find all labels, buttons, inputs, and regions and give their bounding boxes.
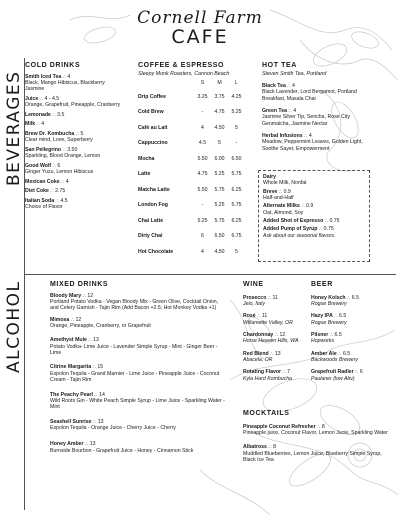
menu-item: Prosecco ∴ 11 Jeio, Italy — [243, 295, 305, 308]
menu-item: Citrine Margarita ∴ 15 Espolon Tequila - Grand Marnier - Lime Juice - Pineapple Juice - Coconut Cream - Tajin Rim — [50, 364, 226, 383]
menu-item: Albatross ∴ 8 Muddled Blueberries, Lemon Juice, Blueberry Simple Syrup, Black Ice Tea — [243, 444, 391, 463]
menu-item-description: Jasmine Silver Tip, Sencha, Rose City Genmaicha, Jasmine Nectar — [262, 114, 350, 127]
menu-item: Brew Dr. Kombucha ∴ 5 Clear mind, Love, Superberry — [25, 131, 125, 144]
menu-item: Pilsner ∴ 6.5 Hopworks — [311, 332, 391, 345]
addons-box — [258, 170, 370, 262]
coffee-row — [138, 104, 248, 120]
menu-item-price: 12 — [87, 292, 94, 299]
menu-item-name: Drip Coffee — [138, 93, 166, 100]
menu-item-price: 0.75 — [329, 218, 340, 225]
menu-item: Rosé ∴ 11 Willamette Valley, OR — [243, 313, 305, 326]
menu-value: 6.25 — [231, 186, 242, 193]
mixed-drinks-title: MIXED DRINKS — [50, 281, 109, 288]
menu-value: 5 — [235, 124, 238, 131]
menu-item-description: Jeio, Italy — [243, 300, 265, 307]
menu-item-description: Meadow, Peppermint Leaves, Golden Light, Soothe Sayer, Empowerment — [262, 139, 363, 152]
menu-item-description: Pineapple juice, Coconut Flavor, Lemon Jucie, Sparkling Water — [243, 429, 388, 436]
hot-tea-column — [262, 62, 374, 152]
section-label-beverages: BEVERAGES — [4, 70, 24, 186]
menu-item-name: Green Tea — [262, 108, 287, 115]
menu-item-name: Red Blend — [243, 350, 269, 357]
menu-item-name: San Pellegrino — [25, 146, 62, 153]
menu-value: 5.25 — [214, 202, 225, 209]
menu-item-price: 4 — [308, 133, 312, 140]
menu-value: 5.75 — [214, 217, 225, 224]
menu-item: Black Tea ∴ 4 Black Lavender, Lord Bergamot, Portland Breakfast, Masala Chai — [262, 83, 374, 102]
menu-value: 4.75 — [214, 109, 225, 116]
hot-tea-subtitle: Steven Smith Tea, Portland — [262, 70, 327, 77]
menu-item: Italian Soda ∴ 4.5 Choice of Flavor — [25, 198, 125, 211]
menu-item-name: Italian Soda — [25, 197, 55, 204]
menu-item: Amethyst Mule ∴ 13 Potato Vodka- Lime Juice - Lavender Simple Syrup - Mint - Ginger Beer - Lime — [50, 337, 226, 356]
menu-item-description: Muddled Blueberries, Lemon Juice, Blueberry Simple Syrup, Black Ice Tea — [243, 450, 382, 463]
mocktails-title: MOCKTAILS — [243, 410, 290, 417]
menu-item-price: 4 — [65, 178, 69, 185]
menu-item-price: 13 — [97, 418, 104, 425]
menu-item-price: 4 — [292, 82, 295, 89]
menu-item-name: Pineapple Coconut Refresher — [243, 423, 316, 430]
menu-item-description: Portland Potato Vodka - Vegan Bloody Mix - Green Olive, Cocktail Onion, and Celery Garnish - Tajin Rim (Add Bacon +2.5; Hot Monkey Vodka +1) — [50, 299, 219, 312]
menu-item-name: Rotating Flavor — [243, 369, 282, 376]
menu-value: - — [201, 202, 204, 209]
menu-item-price: 4 — [67, 73, 71, 80]
menu-item-description: Backwoods Brewery — [311, 356, 358, 363]
menu-item-name: Diet Coke — [25, 188, 49, 195]
menu-item-name: Added Shot of Espresso — [263, 218, 324, 225]
menu-item-price: 12 — [279, 331, 286, 338]
brand-script: Cornell Farm — [137, 8, 263, 28]
coffee-subtitle: Sleepy Monk Roasters, Cannon Beach — [138, 70, 230, 77]
menu-item-name: Honey Amber — [50, 441, 84, 448]
menu-item-description: Choice of Flavor — [25, 203, 63, 210]
menu-item-description: Kyla Hard Kombucha — [243, 375, 293, 382]
menu-item-price: 7 — [287, 369, 291, 376]
menu-item-price: 4 - 4.5 — [44, 95, 60, 102]
menu-item-name: Café au Lait — [138, 124, 168, 131]
menu-item-name: Seashell Sunrise — [50, 418, 92, 425]
menu-value: 3.25 — [197, 93, 208, 100]
menu-item-name: Hot Chocolate — [138, 248, 174, 255]
menu-item-price: 0.9 — [306, 203, 314, 210]
menu-item-price: 2.75 — [55, 188, 66, 195]
menu-item-price: 15 — [97, 364, 104, 371]
menu-item-price: 6 — [57, 162, 61, 169]
size-header-row — [138, 77, 248, 89]
coffee-row — [138, 135, 248, 151]
menu-item: Good Wolf ∴ 6 Ginger Yuzu, Lemon Hibiscus — [25, 163, 125, 176]
menu-item-name: Herbal Infusions — [262, 133, 303, 140]
menu-item-name: Grapefruit Radler — [311, 369, 354, 376]
coffee-row — [138, 197, 248, 213]
menu-item-price: 6 — [359, 369, 363, 376]
menu-item — [263, 174, 365, 187]
menu-item: Honey Kolsch ∴ 6.5 Rogue Brewery — [311, 295, 391, 308]
menu-item-price: 8 — [321, 423, 325, 430]
menu-item-name: Dirty Chai — [138, 233, 163, 240]
menu-item: Seashell Sunrise ∴ 13 Espolon Tequila - Orange Juice - Cherry Juice - Cherry — [50, 419, 226, 432]
menu-item: Lemonade ∴ 3.5 — [25, 111, 65, 118]
menu-item-price: 14 — [99, 391, 105, 398]
menu-item-price: 6.5 — [339, 313, 347, 320]
menu-item: Added Shot of Espresso ∴ 0.75 — [263, 218, 340, 225]
menu-item-price: 8 — [273, 444, 277, 451]
cold-drinks-column — [25, 62, 125, 210]
menu-item-description: Abacela, OR — [243, 356, 273, 363]
menu-item-name: The Peachy Pearl — [50, 391, 93, 398]
menu-value: 5.25 — [214, 171, 225, 178]
menu-item: Chardonnay ∴ 12 Horse Heaven Hills, WA — [243, 332, 305, 345]
menu-value: L — [235, 79, 238, 86]
menu-value: 4.5 — [198, 140, 207, 147]
menu-value: 5.25 — [231, 109, 242, 116]
menu-item-description: Whole Milk, Nonfat — [263, 180, 307, 187]
menu-item-name: Dairy — [263, 174, 276, 180]
section-divider — [24, 274, 396, 275]
menu-item: Breve ∴ 0.9 Half-and-Half — [263, 189, 365, 202]
menu-item: Mimosa ∴ 12 Orange, Pineapple, Cranberry, or Grapefruit — [50, 317, 226, 330]
menu-item: Diet Coke ∴ 2.75 — [25, 188, 66, 195]
menu-item: Added Pump of Syrup ∴ 0.75 Ask about our seasonal flavors. — [263, 226, 365, 239]
menu-item: Hazy IPA ∴ 6.5 Rogue Brewery — [311, 313, 391, 326]
menu-item-price: 0.9 — [283, 188, 291, 195]
menu-item-name: Added Pump of Syrup — [263, 226, 318, 233]
menu-item: San Pellegrino ∴ 3.50 Sparkling, Blood Orange, Lemon — [25, 147, 125, 160]
menu-item-description: Espolon Tequila - Grand Marnier - Lime Juice - Pineapple Juice - Coconut Cream - Tajin Rim — [50, 370, 220, 384]
menu-item-name: Citrine Margarita — [50, 364, 92, 371]
menu-item: Herbal Infusions ∴ 4 Meadow, Peppermint Leaves, Golden Light, Soothe Sayer, Empowerment — [262, 133, 374, 152]
menu-item-name: Breve — [263, 188, 278, 195]
menu-item-name: Brew Dr. Kombucha — [25, 130, 75, 137]
menu-item: Red Blend ∴ 13 Abacela, OR — [243, 351, 305, 364]
menu-item-name: Cappuccino — [138, 140, 168, 147]
menu-item-name: Mimosa — [50, 316, 70, 323]
menu-item-price: 13 — [93, 337, 99, 344]
menu-item-name: Prosecco — [243, 294, 267, 301]
coffee-title: COFFEE & ESPRESSO — [138, 62, 225, 69]
menu-item: Grapefruit Radler ∴ 6 Paulaner (low Abv) — [311, 369, 391, 382]
coffee-row — [138, 166, 248, 182]
menu-item: Juice ∴ 4 - 4.5 Orange, Grapefruit, Pineapple, Cranberry — [25, 96, 125, 109]
menu-item-description: Half-and-Half — [263, 195, 294, 202]
menu-item-name: Lemonade — [25, 111, 51, 118]
menu-item-description: Black Lavender, Lord Bergamot, Portland Breakfast, Masala Chai — [262, 89, 357, 102]
menu-item: The Peachy Pearl ∴ 14 Wild Roots Gin - White Peach Simple Syrup - Lime Juice - Sparkling Water - Mint — [50, 391, 225, 411]
menu-item: Amber Ale ∴ 6.5 Backwoods Brewery — [311, 351, 391, 364]
menu-item-price: 6.5 — [334, 331, 342, 338]
menu-item-description: Orange, Grapefruit, Pineapple, Cranberry — [25, 102, 121, 109]
menu-value: 5.25 — [197, 217, 208, 224]
menu-value: 4.25 — [231, 93, 242, 100]
menu-item-name: Matcha Latte — [138, 186, 170, 193]
wine-title: WINE — [243, 281, 264, 288]
menu-value: - — [201, 109, 204, 116]
menu-item-name: Mexican Coke — [25, 178, 60, 185]
menu-value: M — [217, 79, 222, 86]
menu-value: 4.75 — [197, 171, 208, 178]
beer-column — [311, 281, 391, 382]
menu-item-name: Chardonnay — [243, 331, 274, 338]
menu-value: 6.00 — [214, 155, 225, 162]
menu-item: Rotating Flavor ∴ 7 Kyla Hard Kombucha — [243, 369, 305, 382]
menu-value: 5.75 — [214, 186, 225, 193]
menu-item-name: Mocha — [138, 155, 155, 162]
menu-item-description: Potato Vodka- Lime Juice - Lavender Simple Syrup - Mint - Ginger Beer - Lime — [50, 343, 218, 357]
menu-item-description: Hopworks — [311, 338, 335, 345]
menu-value: 3.75 — [214, 93, 225, 100]
coffee-column — [138, 62, 248, 259]
menu-item-price: 11 — [261, 313, 268, 320]
menu-item-name: Juice — [25, 95, 39, 102]
menu-item-price: 4 — [41, 121, 45, 128]
menu-value: 5.50 — [197, 186, 208, 193]
beer-title: BEER — [311, 281, 333, 288]
brand-name: CAFE — [171, 26, 229, 48]
menu-value: 4 — [201, 248, 204, 255]
hot-tea-title: HOT TEA — [262, 62, 297, 69]
menu-item-name: Good Wolf — [25, 162, 52, 169]
menu-item-description: Espolon Tequila - Orange Juice - Cherry Juice - Cherry — [50, 424, 176, 431]
menu-item-price: 4 — [293, 108, 297, 115]
menu-value: 5.75 — [231, 202, 242, 209]
menu-item-name: Amber Ale — [311, 350, 337, 357]
coffee-row — [138, 151, 248, 167]
menu-item-description: Orange, Pineapple, Cranberry, or Grapefruit — [50, 323, 151, 330]
menu-value: 6.75 — [231, 233, 242, 240]
menu-item-name: Alternate Milks — [263, 203, 300, 210]
menu-item-name: London Fog — [138, 202, 168, 209]
menu-item-description: Rogue Brewery — [311, 319, 347, 326]
menu-item-description: Clear mind, Love, Superberry — [25, 137, 93, 144]
menu-value: 6.50 — [214, 233, 225, 240]
menu-value: 4 — [201, 124, 204, 131]
menu-value: - — [235, 140, 238, 147]
menu-item: Smith Iced Tea ∴ 4 Black, Mango Hibiscus, Blackberry Jasmine — [25, 74, 125, 93]
coffee-row — [138, 244, 248, 260]
menu-value: S — [200, 79, 205, 86]
menu-value: 4.50 — [214, 124, 225, 131]
menu-item-name: Amethyst Mule — [50, 337, 87, 344]
menu-value: 5 — [235, 248, 238, 255]
menu-item-name: Black Tea — [262, 82, 286, 89]
cold-drinks-title: COLD DRINKS — [25, 62, 81, 69]
menu-item-price: 6.5 — [342, 350, 351, 357]
menu-item-name: Pilsner — [311, 331, 329, 338]
menu-value: 5.75 — [231, 171, 242, 178]
menu-item-description: Black, Mango Hibiscus, Blackberry Jasmine — [25, 80, 105, 93]
menu-item-price: 13 — [274, 350, 281, 357]
menu-item-price: 11 — [272, 294, 278, 301]
menu-item: Green Tea ∴ 4 Jasmine Silver Tip, Sencha, Rose City Genmaicha, Jasmine Nectar — [262, 108, 374, 127]
coffee-row — [138, 182, 248, 198]
section-label-alcohol: ALCOHOL — [4, 280, 24, 373]
menu-item-price: 12 — [75, 316, 82, 323]
coffee-row — [138, 228, 248, 244]
menu-value: 6.50 — [231, 155, 242, 162]
menu-item: Honey Amber ∴ 13 Burnside Bourbon - Grapefruit Juice - Honey - Cinnamon Stick — [50, 441, 226, 454]
menu-item-name: Bloody Mary — [50, 292, 82, 299]
menu-item-price: 13 — [89, 441, 96, 448]
menu-item-price: 0.75 — [323, 226, 334, 233]
menu-item-description: Sparkling, Blood Orange, Lemon — [25, 153, 101, 160]
menu-item-name: Cold Brew — [138, 109, 164, 116]
menu-item-name: Rosé — [243, 313, 256, 320]
menu-item-name: Latte — [138, 171, 151, 178]
menu-item: Mexican Coke ∴ 4 — [25, 178, 69, 185]
menu-item-description: Ask about our seasonal flavors. — [263, 232, 336, 239]
menu-item-name: Smith Iced Tea — [25, 73, 62, 80]
menu-item: Alternate Milks ∴ 0.9 Oat, Almond, Soy — [263, 203, 365, 216]
menu-item-description: Willamette Valley, OR — [243, 319, 293, 326]
menu-item-price: 3.50 — [67, 146, 78, 153]
menu-item-description: Paulaner (low Abv) — [311, 375, 355, 382]
mixed-drinks-column — [50, 281, 226, 454]
menu-item-description: Burnside Bourbon - Grapefruit Juice - Honey - Cinnamon Stick — [50, 447, 194, 454]
menu-item-name: Albatross — [243, 444, 267, 451]
menu-item-description: Wild Roots Gin - White Peach Simple Syrup - Lime Juice - Sparkling Water - Mint — [50, 397, 225, 411]
coffee-row — [138, 120, 248, 136]
menu-item-price: 3.5 — [57, 111, 65, 118]
mocktails-column — [243, 410, 391, 463]
menu-item-description: Rogue Brewery — [311, 300, 347, 307]
brand-header — [0, 10, 400, 47]
coffee-row — [138, 89, 248, 105]
wine-column — [243, 281, 305, 382]
menu-value: 4.50 — [214, 248, 225, 255]
menu-value: 6.25 — [231, 217, 242, 224]
menu-item-name: Milk — [25, 121, 36, 128]
menu-item-price: 5 — [80, 130, 84, 137]
menu-value: 6 — [201, 233, 204, 240]
menu-item-description: Oat, Almond, Soy — [263, 209, 304, 216]
menu-item-name: Honey Kolsch — [311, 294, 346, 301]
coffee-row — [138, 213, 248, 229]
menu-item: Milk ∴ 4 — [25, 121, 45, 128]
menu-value: 5 — [218, 140, 221, 147]
menu-item-description: Ginger Yuzu, Lemon Hibiscus — [25, 168, 94, 175]
menu-item-description: Horse Heaven Hills, WA — [243, 338, 299, 345]
menu-item: Bloody Mary ∴ 12 Portland Potato Vodka - Vegan Bloody Mix - Green Olive, Cocktail Onion, and Celery Garnish - Tajin Rim (Add Bacon +2.5; Hot Monkey Vodka +1) — [50, 293, 226, 312]
menu-item-name: Chai Latte — [138, 217, 164, 224]
menu-item-price: 6.5 — [351, 294, 359, 301]
menu-item: Pineapple Coconut Refresher ∴ 8 Pineapple juice, Coconut Flavor, Lemon Jucie, Sparkling Water — [243, 424, 391, 437]
menu-item-price: 4.5 — [60, 197, 68, 204]
menu-value: 5.50 — [197, 155, 208, 162]
menu-item-name: Hazy IPA — [311, 313, 333, 320]
